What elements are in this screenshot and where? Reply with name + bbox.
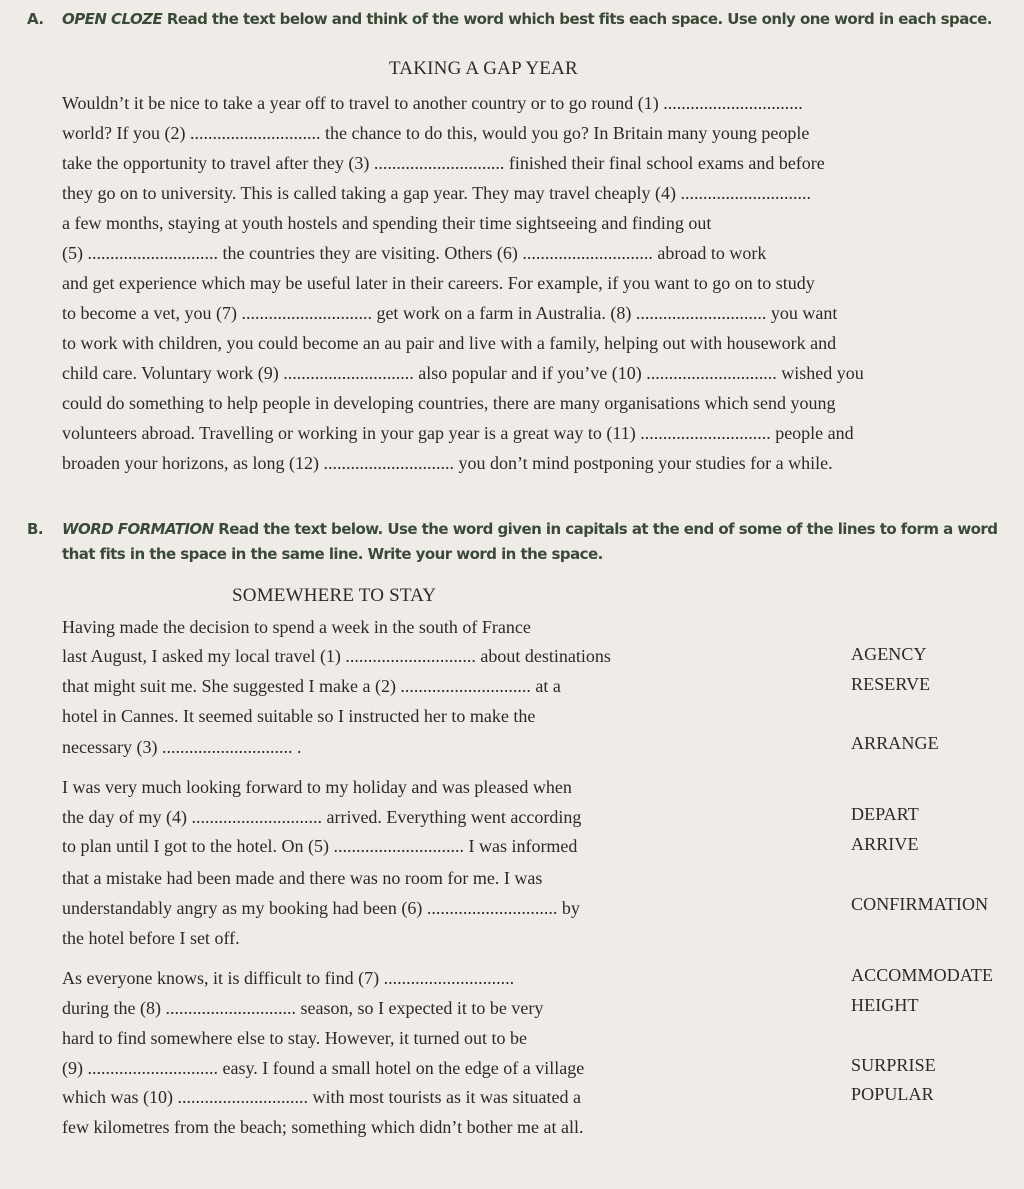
section-b-letter: B. <box>27 520 44 538</box>
word-arrange: ARRANGE <box>851 733 939 753</box>
section-a-header <box>27 7 1002 32</box>
a-line-12: volunteers abroad. Travelling or working in your gap year is a great way to (11) ............................. people and <box>62 423 854 443</box>
section-a-title: OPEN CLOZE <box>62 10 163 28</box>
word-arrive: ARRIVE <box>851 834 919 854</box>
a-line-11: could do something to help people in developing countries, there are many organisations which send young <box>62 393 836 413</box>
a-line-10: child care. Voluntary work (9) ............................. also popular and if you’ve (10) ............................. wished you <box>62 363 864 383</box>
word-reserve: RESERVE <box>851 674 931 694</box>
a-line-7: and get experience which may be useful later in their careers. For example, if you want to go on to study <box>62 273 815 293</box>
a-line-1: Wouldn’t it be nice to take a year off to travel to another country or to go round (1) ............................... <box>62 93 803 113</box>
word-height: HEIGHT <box>851 995 919 1015</box>
b-line-12: As everyone knows, it is difficult to find (7) ............................. <box>62 968 515 988</box>
b-line-8: to plan until I got to the hotel. On (5) ............................. I was informed <box>62 836 578 856</box>
a-line-4: they go on to university. This is called taking a gap year. They may travel cheaply (4) ............................. <box>62 183 811 203</box>
a-line-2: world? If you (2) ............................. the chance to do this, would you go? In Britain many young people <box>62 123 810 143</box>
b-line-11: the hotel before I set off. <box>62 928 240 948</box>
b-line-9: that a mistake had been made and there was no room for me. I was <box>62 868 543 888</box>
b-line-13: during the (8) ............................. season, so I expected it to be very <box>62 998 544 1018</box>
word-surprise: SURPRISE <box>851 1055 936 1075</box>
b-line-1: Having made the decision to spend a week in the south of France <box>62 617 531 637</box>
b-line-14: hard to find somewhere else to stay. However, it turned out to be <box>62 1028 527 1048</box>
b-line-17: few kilometres from the beach; something which didn’t bother me at all. <box>62 1117 584 1137</box>
section-a-letter: A. <box>27 10 44 28</box>
section-b-title: WORD FORMATION <box>62 520 214 538</box>
word-depart: DEPART <box>851 804 919 824</box>
a-line-5: a few months, staying at youth hostels and spending their time sightseeing and finding out <box>62 213 712 233</box>
section-a-heading: TAKING A GAP YEAR <box>389 58 578 79</box>
b-line-6: I was very much looking forward to my holiday and was pleased when <box>62 777 572 797</box>
b-line-10: understandably angry as my booking had been (6) ............................. by <box>62 898 580 918</box>
b-line-7: the day of my (4) ............................. arrived. Everything went according <box>62 807 582 827</box>
a-line-9: to work with children, you could become an au pair and live with a family, helping out with housework and <box>62 333 837 353</box>
section-a-instruction: Read the text below and think of the word which best fits each space. Use only one word in each space. <box>166 10 992 28</box>
word-popular: POPULAR <box>851 1084 934 1104</box>
a-line-8: to become a vet, you (7) ............................. get work on a farm in Australia. (8) ............................. you want <box>62 303 838 323</box>
section-b-instruction-2: that fits in the space in the same line. Write your word in the space. <box>62 545 603 563</box>
section-b-instruction-1: Read the text below. Use the word given in capitals at the end of some of the lines to form a word <box>218 520 998 538</box>
b-line-2: last August, I asked my local travel (1) ............................. about destinations <box>62 646 611 666</box>
b-line-5: necessary (3) ............................. . <box>62 737 302 757</box>
word-accommodate: ACCOMMODATE <box>851 965 994 985</box>
b-line-16: which was (10) ............................. with most tourists as it was situated a <box>62 1087 581 1107</box>
b-line-3: that might suit me. She suggested I make a (2) ............................. at a <box>62 676 561 696</box>
b-line-4: hotel in Cannes. It seemed suitable so I instructed her to make the <box>62 706 536 726</box>
word-confirmation: CONFIRMATION <box>851 894 989 914</box>
section-b-header <box>27 517 1002 567</box>
a-line-6: (5) ............................. the countries they are visiting. Others (6) ............................. abroad to work <box>62 243 767 263</box>
a-line-3: take the opportunity to travel after they (3) ............................. finished their final school exams and before <box>62 153 825 173</box>
section-b-heading: SOMEWHERE TO STAY <box>232 585 437 606</box>
a-line-13: broaden your horizons, as long (12) ............................. you don’t mind postponing your studies for a while. <box>62 453 833 473</box>
word-agency: AGENCY <box>851 644 927 664</box>
b-line-15: (9) ............................. easy. I found a small hotel on the edge of a village <box>62 1058 585 1078</box>
